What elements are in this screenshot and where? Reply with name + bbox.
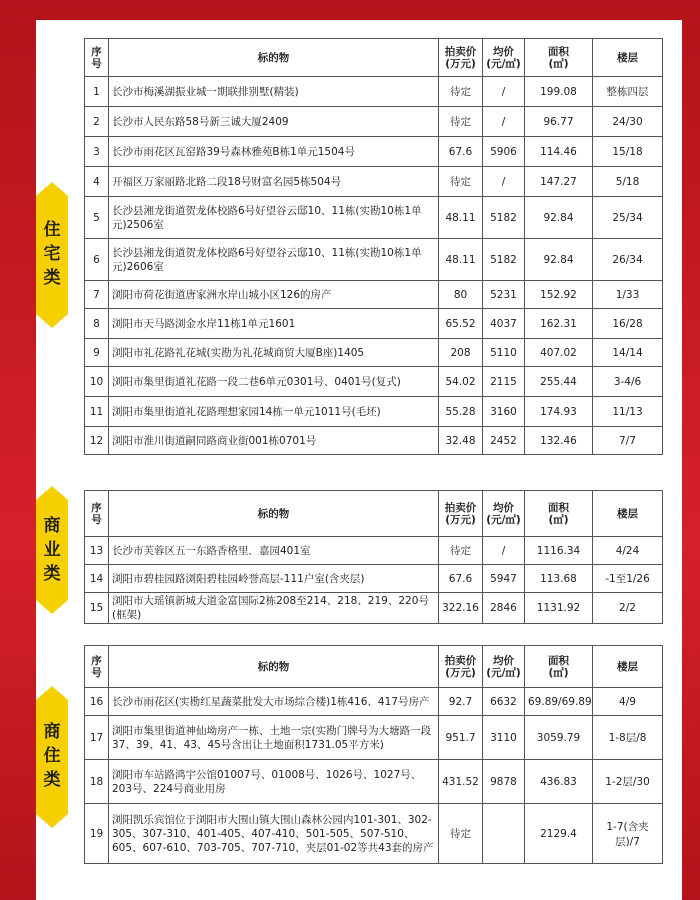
row-floor: 整栋四层: [593, 77, 663, 107]
header-price: 拍卖价 (万元): [439, 39, 483, 77]
table-row: [85, 137, 663, 167]
table-row: [85, 688, 663, 716]
table-row: [85, 367, 663, 397]
header-area: 面积 (㎡): [525, 39, 593, 77]
header-item: 标的物: [109, 39, 439, 77]
header-unit-price: 均价 (元/㎡): [483, 491, 525, 537]
row-floor: 4/9: [593, 688, 663, 716]
row-unit-price: 9878: [483, 760, 525, 804]
row-area: 147.27: [525, 167, 593, 197]
row-item: 浏阳市集里街道神仙坳房产一栋、土地一宗(实勘门牌号为大塘路一段37、39、41、43、45号含出让土地面积1731.05平方米): [109, 716, 439, 760]
row-number: 11: [85, 397, 109, 427]
row-number: 15: [85, 593, 109, 624]
row-area: 255.44: [525, 367, 593, 397]
table-row: [85, 593, 663, 624]
table-header-row: [85, 491, 663, 537]
badge-char: 业: [43, 540, 61, 560]
table-row: [85, 197, 663, 239]
badge-top-notch: [36, 486, 68, 500]
header-area: 面积 (㎡): [525, 491, 593, 537]
row-floor: 11/13: [593, 397, 663, 427]
row-item: 浏阳市碧桂园路浏阳碧桂园岭誉高层-111户室(含夹层): [109, 565, 439, 593]
row-price: 48.11: [439, 239, 483, 281]
row-floor: 15/18: [593, 137, 663, 167]
table-row: [85, 339, 663, 367]
category-badge-commercial: [36, 500, 68, 600]
row-unit-price: 5906: [483, 137, 525, 167]
row-number: 13: [85, 537, 109, 565]
header-unit-price: 均价 (元/㎡): [483, 646, 525, 688]
badge-char: 类: [43, 268, 61, 288]
row-item: 浏阳市荷花街道唐家洲水岸山城小区126的房产: [109, 281, 439, 309]
badge-char: 类: [43, 564, 61, 584]
table-row: [85, 427, 663, 455]
row-area: 69.89/69.89: [525, 688, 593, 716]
row-floor: 4/24: [593, 537, 663, 565]
row-item: 长沙县湘龙街道贺龙体校路6号好望谷云邸10、11栋(实勘10栋1单元)2606室: [109, 239, 439, 281]
row-unit-price: 5110: [483, 339, 525, 367]
row-item: 长沙市雨花区(实勘红星蔬菜批发大市场综合楼)1栋416、417号房产: [109, 688, 439, 716]
row-floor: 24/30: [593, 107, 663, 137]
row-floor: 14/14: [593, 339, 663, 367]
row-price: 32.48: [439, 427, 483, 455]
row-unit-price: 5182: [483, 197, 525, 239]
row-number: 9: [85, 339, 109, 367]
row-price: 待定: [439, 804, 483, 864]
header-price: 拍卖价 (万元): [439, 646, 483, 688]
row-item: 开福区万家丽路北路二段18号财富名园5栋504号: [109, 167, 439, 197]
row-price: 322.16: [439, 593, 483, 624]
badge-char: 商: [43, 722, 61, 742]
row-number: 19: [85, 804, 109, 864]
row-price: 67.6: [439, 137, 483, 167]
row-price: 67.6: [439, 565, 483, 593]
row-item: 浏阳市天马路浏金水岸11栋1单元1601: [109, 309, 439, 339]
header-area: 面积 (㎡): [525, 646, 593, 688]
row-unit-price: 5182: [483, 239, 525, 281]
row-area: 96.77: [525, 107, 593, 137]
category-badge-mixed: [36, 700, 68, 814]
row-unit-price: /: [483, 107, 525, 137]
header-floor: 楼层: [593, 646, 663, 688]
row-unit-price: /: [483, 167, 525, 197]
header-no: 序号: [85, 646, 109, 688]
row-unit-price: 5231: [483, 281, 525, 309]
header-floor: 楼层: [593, 39, 663, 77]
row-item: 浏阳市集里街道礼花路一段二巷6单元0301号、0401号(复式): [109, 367, 439, 397]
row-number: 1: [85, 77, 109, 107]
row-number: 2: [85, 107, 109, 137]
row-price: 待定: [439, 107, 483, 137]
row-unit-price: 3160: [483, 397, 525, 427]
row-floor: 2/2: [593, 593, 663, 624]
header-no: 序号: [85, 491, 109, 537]
row-unit-price: 5947: [483, 565, 525, 593]
mixed-use-table: [84, 645, 663, 864]
row-area: 1131.92: [525, 593, 593, 624]
badge-char: 住: [43, 746, 61, 766]
row-floor: 1-8层/8: [593, 716, 663, 760]
row-floor: 16/28: [593, 309, 663, 339]
row-unit-price: 3110: [483, 716, 525, 760]
row-floor: 1-2层/30: [593, 760, 663, 804]
row-floor: 5/18: [593, 167, 663, 197]
row-number: 17: [85, 716, 109, 760]
table-row: [85, 239, 663, 281]
row-item: 浏阳市礼花路礼花城(实勘为礼花城商贸大厦B座)1405: [109, 339, 439, 367]
row-item: 长沙县湘龙街道贺龙体校路6号好望谷云邸10、11栋(实勘10栋1单元)2506室: [109, 197, 439, 239]
row-price: 80: [439, 281, 483, 309]
row-floor: 7/7: [593, 427, 663, 455]
badge-char: 商: [43, 516, 61, 536]
row-area: 3059.79: [525, 716, 593, 760]
row-price: 待定: [439, 167, 483, 197]
row-price: 48.11: [439, 197, 483, 239]
badge-bottom-notch: [36, 814, 68, 828]
table-row: [85, 309, 663, 339]
table-row: [85, 281, 663, 309]
row-floor: 25/34: [593, 197, 663, 239]
row-number: 8: [85, 309, 109, 339]
row-item: 浏阳市车站路鸿宇公馆01007号、01008号、1026号、1027号、203号、224号商业用房: [109, 760, 439, 804]
row-price: 431.52: [439, 760, 483, 804]
badge-char: 宅: [43, 244, 61, 264]
badge-top-notch: [36, 686, 68, 700]
category-badge-residential: [36, 196, 68, 314]
row-floor: 3-4/6: [593, 367, 663, 397]
badge-char: 住: [43, 220, 61, 240]
row-area: 152.92: [525, 281, 593, 309]
table-row: [85, 167, 663, 197]
row-number: 6: [85, 239, 109, 281]
row-unit-price: /: [483, 77, 525, 107]
badge-bottom-notch: [36, 600, 68, 614]
row-area: 132.46: [525, 427, 593, 455]
row-unit-price: [483, 804, 525, 864]
row-price: 55.28: [439, 397, 483, 427]
row-unit-price: 2846: [483, 593, 525, 624]
row-unit-price: 4037: [483, 309, 525, 339]
table-row: [85, 565, 663, 593]
row-number: 7: [85, 281, 109, 309]
row-number: 12: [85, 427, 109, 455]
row-area: 92.84: [525, 239, 593, 281]
row-area: 162.31: [525, 309, 593, 339]
row-number: 14: [85, 565, 109, 593]
row-number: 3: [85, 137, 109, 167]
row-price: 951.7: [439, 716, 483, 760]
row-area: 92.84: [525, 197, 593, 239]
row-floor: 26/34: [593, 239, 663, 281]
row-item: 浏阳市集里街道礼花路理想家园14栋一单元1011号(毛坯): [109, 397, 439, 427]
table-row: [85, 804, 663, 864]
row-number: 16: [85, 688, 109, 716]
row-floor: 1/33: [593, 281, 663, 309]
row-area: 407.02: [525, 339, 593, 367]
row-unit-price: 2115: [483, 367, 525, 397]
row-item: 长沙市雨花区瓦窑路39号森林雅苑B栋1单元1504号: [109, 137, 439, 167]
row-number: 5: [85, 197, 109, 239]
row-price: 待定: [439, 537, 483, 565]
table-row: [85, 107, 663, 137]
row-price: 92.7: [439, 688, 483, 716]
row-item: 长沙市梅溪湖振业城一期联排别墅(精装): [109, 77, 439, 107]
table-row: [85, 760, 663, 804]
table-row: [85, 537, 663, 565]
row-item: 浏阳市大瑶镇新城大道金富国际2栋208至214、218、219、220号(框架): [109, 593, 439, 624]
header-price: 拍卖价 (万元): [439, 491, 483, 537]
row-number: 10: [85, 367, 109, 397]
row-item: 长沙市人民东路58号新三诚大厦2409: [109, 107, 439, 137]
header-item: 标的物: [109, 491, 439, 537]
row-area: 174.93: [525, 397, 593, 427]
badge-top-notch: [36, 182, 68, 196]
row-price: 待定: [439, 77, 483, 107]
row-item: 浏阳凯乐宾馆位于浏阳市大围山镇大围山森林公园内101-301、302-305、307-310、401-405、407-410、501-505、507-510、605、607-610、703-705、707-710、夹层01-02等共43套的房产: [109, 804, 439, 864]
table-row: [85, 397, 663, 427]
header-unit-price: 均价 (元/㎡): [483, 39, 525, 77]
row-area: 2129.4: [525, 804, 593, 864]
row-unit-price: 6632: [483, 688, 525, 716]
header-floor: 楼层: [593, 491, 663, 537]
row-area: 113.68: [525, 565, 593, 593]
row-price: 208: [439, 339, 483, 367]
commercial-table: [84, 490, 663, 624]
row-price: 54.02: [439, 367, 483, 397]
badge-char: 类: [43, 770, 61, 790]
row-price: 65.52: [439, 309, 483, 339]
row-number: 18: [85, 760, 109, 804]
table-header-row: [85, 39, 663, 77]
residential-table: [84, 38, 663, 455]
row-area: 436.83: [525, 760, 593, 804]
table-row: [85, 716, 663, 760]
row-unit-price: 2452: [483, 427, 525, 455]
header-no: 序号: [85, 39, 109, 77]
table-row: [85, 77, 663, 107]
badge-bottom-notch: [36, 314, 68, 328]
table-header-row: [85, 646, 663, 688]
header-item: 标的物: [109, 646, 439, 688]
row-area: 199.08: [525, 77, 593, 107]
row-item: 浏阳市淮川街道嗣同路商业街001栋0701号: [109, 427, 439, 455]
row-floor: -1至1/26: [593, 565, 663, 593]
row-area: 114.46: [525, 137, 593, 167]
row-area: 1116.34: [525, 537, 593, 565]
row-item: 长沙市芙蓉区五一东路香格里．嘉园401室: [109, 537, 439, 565]
row-unit-price: /: [483, 537, 525, 565]
row-floor: 1-7(含夹层)/7: [593, 804, 663, 864]
row-number: 4: [85, 167, 109, 197]
